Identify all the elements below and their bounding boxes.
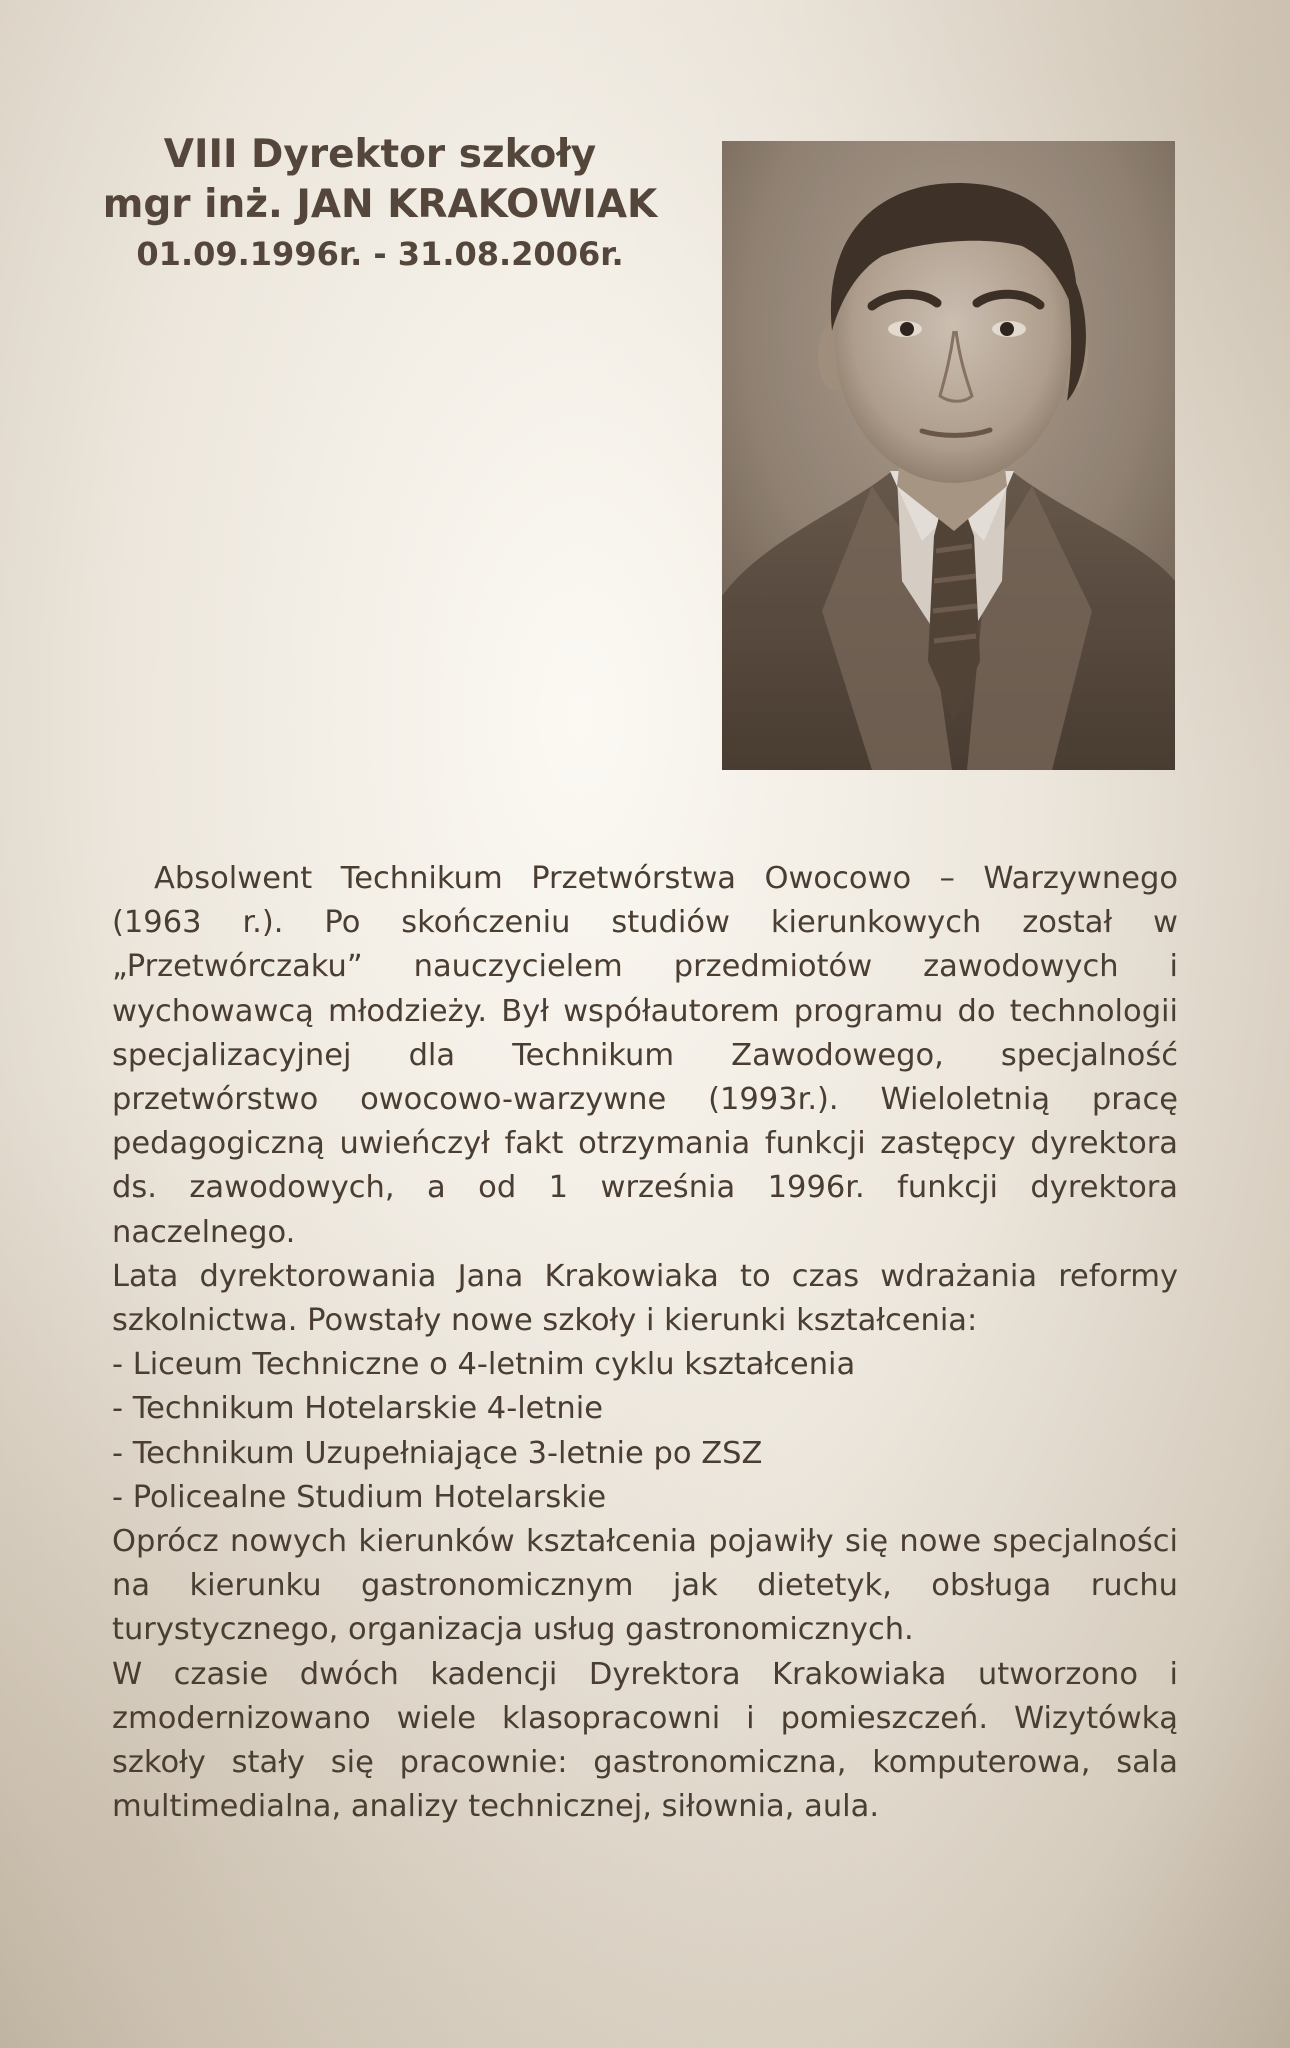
header xyxy=(90,132,670,276)
term-dates: 01.09.1996r. - 31.08.2006r. xyxy=(136,235,624,273)
biography-paragraph-1: Absolwent Technikum Przetwórstwa Owocowo – Warzywnego (1963 r.). Po skończeniu studiów kierunkowych został w „Przetwórczaku” nauczycielem przedmiotów zawodowych i wychowawcą młodzieży. Był współautorem programu do technologii specjalizacyjnej dla Technikum Zawodowego, specjalność przetwórstwo owocowo-warzywne (1993r.). Wieloletnią pracę pedagogiczną uwieńczył fakt otrzymania funkcji zastępcy dyrektora ds. zawodowych, a od 1 września 1996r. funkcji dyrektora naczelnego. xyxy=(112,861,1178,1250)
portrait-photo xyxy=(722,141,1175,770)
director-name: mgr inż. JAN KRAKOWIAK xyxy=(102,182,658,227)
biography-paragraph-2: Lata dyrektorowania Jana Krakowiaka to czas wdrażania reformy szkolnictwa. Powstały nowe szkoły i kierunki kształcenia: xyxy=(112,1258,1178,1339)
list-item: - Technikum Hotelarskie 4-letnie xyxy=(112,1391,603,1427)
new-schools-list xyxy=(112,1343,1178,1520)
biography-text xyxy=(112,857,1178,1829)
list-item: - Liceum Techniczne o 4-letnim cyklu kształcenia xyxy=(112,1347,856,1383)
list-item: - Technikum Uzupełniające 3-letnie po ZSZ xyxy=(112,1435,763,1471)
biography-paragraph-3: Oprócz nowych kierunków kształcenia pojawiły się nowe specjalności na kierunku gastronomicznym jak dietetyk, obsługa ruchu turystycznego, organizacja usług gastronomicznych. xyxy=(112,1524,1178,1648)
director-number-title: VIII Dyrektor szkoły xyxy=(163,132,597,177)
list-item: - Policealne Studium Hotelarskie xyxy=(112,1479,607,1515)
biography-paragraph-4: W czasie dwóch kadencji Dyrektora Krakowiaka utworzono i zmodernizowano wiele klasopracowni i pomieszczeń. Wizytówką szkoły stały się pracownie: gastronomiczna, komputerowa, sala multimedialna, analizy technicznej, siłownia, aula. xyxy=(112,1656,1178,1825)
